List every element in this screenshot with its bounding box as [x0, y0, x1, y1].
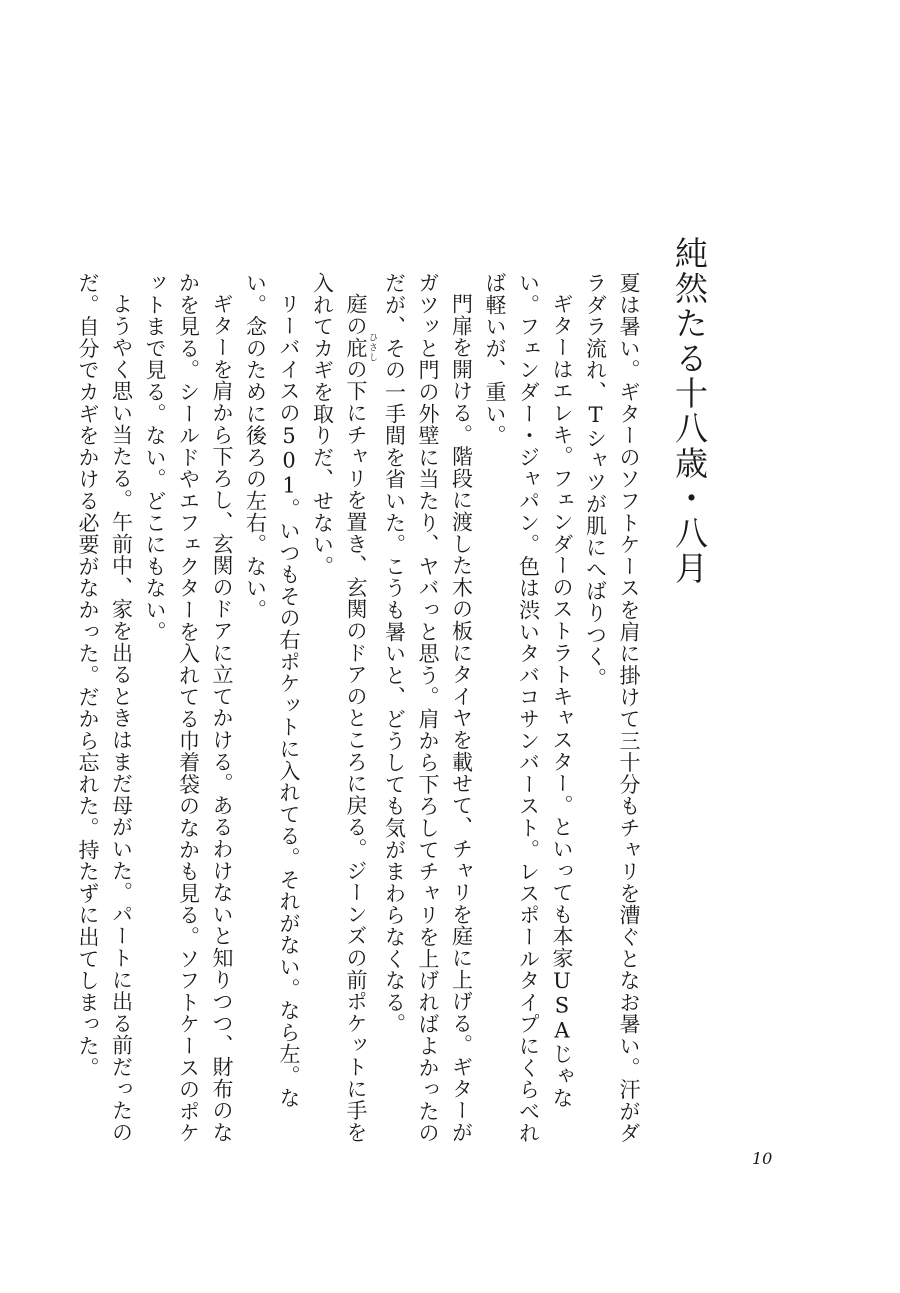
paragraph: リーバイスの501。いつもその右ポケットに入れてる。それがない。なら左。ない。念のために後ろの左右。ない。: [243, 272, 301, 1109]
ruby-reading: ひさし: [367, 332, 377, 363]
paragraph: 門扉を開ける。階段に渡した木の板にタイヤを載せて、チャリを庭に上げる。ギターがガツッと門の外壁に当たり、ヤバっと思う。肩から下ろしてチャリを上げればよかったのだが、その一手間を省いた。こうも暑いと、どうしても気がまわらなくなる。: [382, 272, 474, 1144]
ruby-annotation: 庇 ひさし: [344, 332, 377, 363]
paragraph: ギターはエレキ。フェンダーのストラトキャスター。といっても本家USAじゃない。フェンダー・ジャパン。色は渋いタバコサンバースト。レスポールタイプにくらべれば軽いが、重い。: [483, 272, 574, 1144]
paragraph: 庭の庇 ひさしの下にチャリを置き、玄関のドアのところに戻る。ジーンズの前ポケットに手を入れてカギを取りだ、せない。: [310, 272, 377, 1144]
paragraph: ようやく思い当たる。午前中、家を出るときはまだ母がいた。パートに出る前だったのだ。自分でカギをかける必要がなかった。だから忘れた。持たずに出てしまった。: [76, 272, 134, 1144]
paragraph: ギターを肩から下ろし、玄関のドアに立てかける。あるわけないと知りつつ、財布のなかを見る。シールドやエフェクターを入れてる巾着袋のなかも見る。ソフトケースのポケットまで見る。ない。どこにもない。: [143, 272, 234, 1144]
paragraph: 夏は暑い。ギターのソフトケースを肩に掛けて三十分もチャリを漕ぐとなお暑い。汗がダラダラ流れ、Tシャツが肌にへばりつく。: [583, 272, 641, 1144]
body-text: [76, 272, 645, 1150]
chapter-title: 純然たる十八歳・八月: [670, 236, 709, 586]
page-number: 10: [752, 1149, 773, 1168]
